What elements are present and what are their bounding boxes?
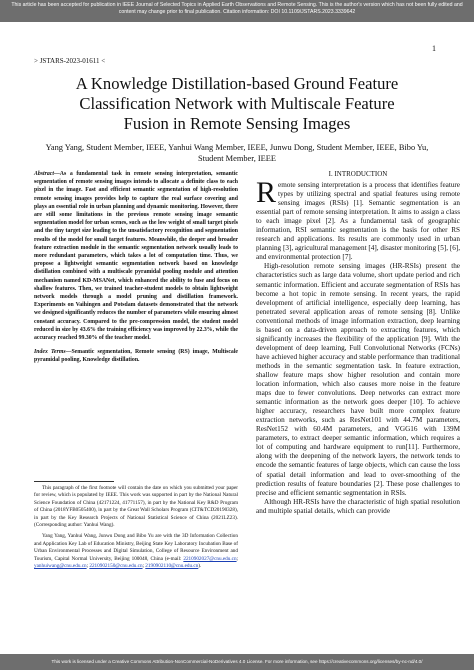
intro-paragraph-2: High-resolution remote sensing images (HR-RSIs) present the characteristics such as large data volume, short update period and rich semantic information. Efficient and accurate segmentation of RSIs has become a hot topic in remote sensing. In recent years, the rapid development of artificial intelligence, especially deep learning, has penetrated several application areas of remote sensing [8]. Unlike conventional methods of image information extraction, deep learning is based on a data-driven approach to extracting features, which significantly increases the flexibility of the application [9]. With the development of deep learning, Full Convolutional Networks (FCNs) have achieved higher accuracy and stable performance than traditional methods in the semantic segmentation task. In feature extraction, shallow feature maps show higher resolution and contain more location information, which also causes more noise in the feature maps due to fewer convolutions. Deep networks can extract more semantic information as the network goes deeper [10]. To achieve higher accuracy, researchers have built more complex feature extraction networks, such as ResNet101 with 44.7M parameters, ResNet152 with 60.4M parameters, and VGG16 with 139M parameters, to extract deeper semantic information, which requires a lot of computing and hardware equipment to run[11]. Furthermore, along with the deepening of the network layers, the network tends to encode the semantic features of large objects, which can cause the loss of spatial detail information and lead to over-smoothing of the prediction results of feature boundaries [2]. These pose challenges to precise and efficient semantic segmentation in RSIs. [256, 262, 460, 497]
publication-notice-banner [0, 0, 474, 22]
authors-line-2: Student Member, IEEE [197, 154, 277, 163]
abstract [34, 170, 238, 342]
footnote-divider [34, 481, 114, 482]
title-line-2: Classification Network with Multiscale Feature [79, 94, 395, 113]
index-terms-label: Index Terms [34, 349, 66, 356]
email-separator-2: ; [86, 563, 90, 570]
footnote-affiliation-text: Yang Yang, Yanhui Wang, Junwu Dong and Bibo Yu are with the 3D Information Collection and Application Key Lab of Education Ministry, Beijing State Key Laboratory Incubation Base of Urban Environmental Processes and Digital Simulation, College of Resource Environment and Tourism, Capital Normal University, Beijing 100048, China (e-mail: [34, 533, 238, 562]
footnote-affiliation-end: ). [198, 563, 202, 570]
intro-paragraph-1 [256, 176, 460, 262]
email-link-2[interactable]: yanhuiwang@cnu.edu.cn [34, 563, 87, 570]
email-link-1[interactable]: 2210902027@cnu.edu.cn [183, 555, 237, 562]
publication-notice-line-2: content may change prior to final publication. Citation information: DOI 10.1109/JSTARS.2023.3339642 [118, 9, 356, 15]
page-number: 1 [432, 44, 436, 53]
authors-line-1: Yang Yang, Student Member, IEEE, Yanhui Wang Member, IEEE, Junwu Dong, Student Member, IEEE, Bibo Yu, [45, 143, 429, 152]
section-heading-introduction: I. INTRODUCTION [328, 170, 388, 178]
title-line-1: A Knowledge Distillation-based Ground Feature [75, 74, 399, 93]
email-separator-3: ; [142, 563, 146, 570]
author-list [30, 142, 444, 164]
left-column [34, 170, 238, 365]
abstract-text: —As a fundamental task in remote sensing interpretation, semantic segmentation of remote sensing images intends to allocate a definite class to each pixel in the image. Fast and efficient semantic segmentation of high-resolution remote sensing images provides help to capture the real surface covering and plays an essential role in urban planning and dynamic monitoring. However, there are still some limitations in the previous remote sensing image semantic segmentation model for urban scenes, such as the low weight of small target pixels and the tiny target size leading to the unsatisfactory recognition and segmentation results of the model for small target features. Meanwhile, the deeper and broader feature extraction module in the semantic segmentation network usually leads to more redundant parameters, which takes a lot of computation time. Thus, we propose a lightweight semantic segmentation network based on knowledge distillation combined with a multiscale pyramidal pooling module and attention mechanism named KD-MSANet, which enhanced the ability to fuse and focus on shallow features. Then, we trained teacher-student models to obtain lightweight network models through a model pruning and distillation framework. Experiments on Vaihingen and Potsdam datasets demonstrated that the network we designed significantly reduces the number of parameters while ensuring almost constant accuracy. Compared to the pre-compression model, the student model reduced in size by 43.6% the training efficiency was improved by 22.3%, while the accuracy reached 99.30% of the teacher model. [34, 171, 238, 342]
email-separator-1: ; [236, 555, 238, 562]
right-column [256, 170, 460, 516]
paper-title [0, 74, 474, 134]
manuscript-id: > JSTARS-2023-01611 < [34, 57, 106, 65]
intro-paragraph-3: Although HR-RSIs have the characteristic of high spatial resolution and multiple spatial details, which can provide [256, 497, 460, 515]
index-terms-text: —Semantic segmentation, Remote sensing (RS) image, Multiscale pyramidal pooling, Knowledge distillation. [34, 349, 239, 364]
intro-paragraph-1-text: emote sensing interpretation is a process that identifies feature types by utilizing spectral and spatial features using remote sensing images (RSIs) [1]. Semantic segmentation is an essential part of remote sensing interpretation. It aims to assign a class to each image pixel [2]. As a fundamental task of geographic information, RSI semantic segmentation is the basis for other RS research and applications. Its results are commonly used in urban planning [3], agricultural management [4], disaster monitoring [5], [6], and environmental protection [7]. [256, 181, 460, 262]
title-line-3: Fusion in Remote Sensing Images [123, 114, 351, 133]
publication-notice-line-1: This article has been accepted for publication in IEEE Journal of Selected Topics in Applied Earth Observations and Remote Sensing. This is the author's version which has not been fully edited and [11, 2, 463, 8]
email-link-4[interactable]: 2190902110@cnu.edu.cn [145, 563, 199, 570]
license-footer: This work is licensed under a Creative Commons Attribution-NonCommercial-NoDerivatives 4.0 License. For more information, see https://creativecommons.org/licenses/by-nc-nd/4.0/ [0, 654, 474, 670]
abstract-label: Abstract [34, 171, 54, 177]
footnote [34, 485, 238, 574]
footnote-funding: This paragraph of the first footnote will contain the date on which you submitted your paper for review, which is populated by IEEE. This work was supported in part by the National Natural Science Foundation of China (42171224, 41771157), in part by the National Key R&D Program of China (2018YFB0505400), in part by the Great Wall Scholars Program (CIT&TCD20190328), in part by the Key Research Projects of National Statistical Science of China (2021LZ23). (Corresponding author: Yanhui Wang). [34, 485, 238, 529]
drop-cap: R [256, 176, 277, 209]
email-link-3[interactable]: 2210902150@cnu.edu.cn [89, 563, 143, 570]
index-terms [34, 348, 238, 364]
footnote-affiliation [34, 533, 238, 570]
